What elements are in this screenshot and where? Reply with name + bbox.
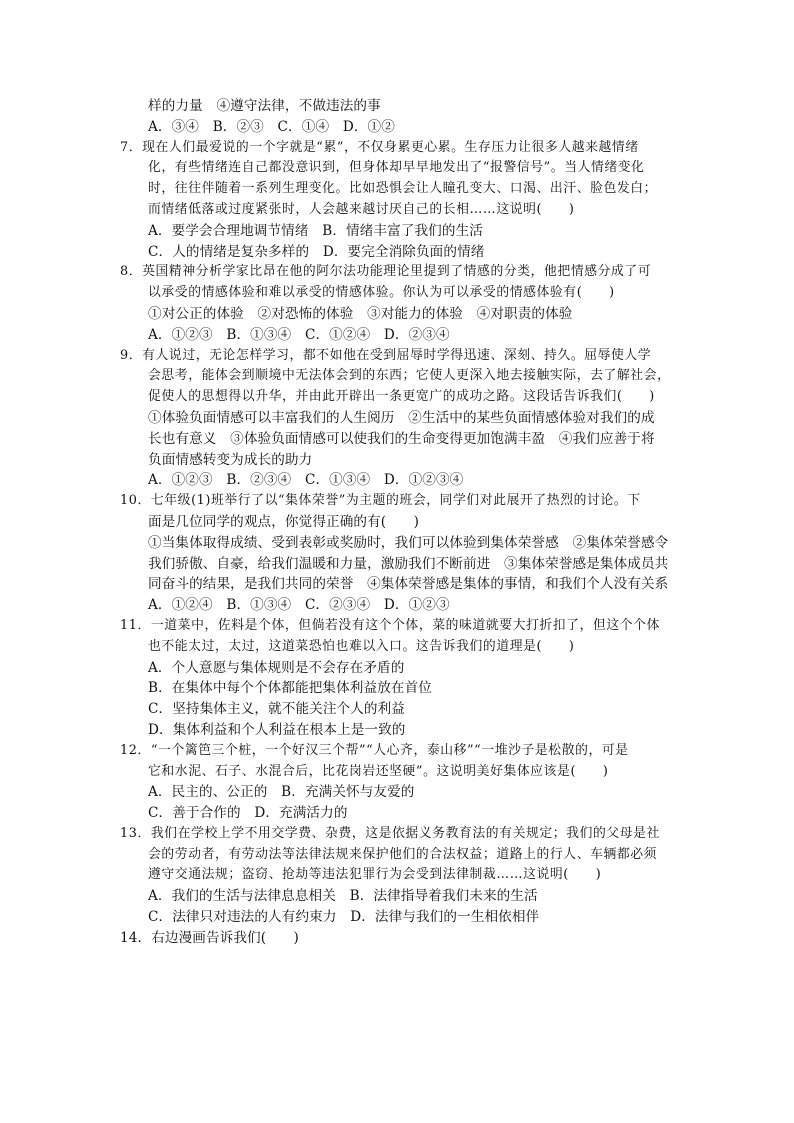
text-line: A．①②③ B．①③④ C．①②④ D．②③④ [148, 326, 450, 343]
text-line: 13．我们在学校上学不用交学费、杂费，这是依据义务教育法的有关规定；我们的父母是社 [120, 825, 660, 841]
text-line: 8．英国精神分析学家比昂在他的阿尔法功能理论里提到了情感的分类，他把情感分成了可 [120, 264, 652, 280]
text-line: 12．“一个篱笆三个桩，一个好汉三个帮”“人心齐，泰山移”“一堆沙子是松散的，可是 [120, 742, 629, 758]
text-line: A．①②③ B．②③④ C．①③④ D．①②③④ [148, 472, 464, 489]
text-line: A．①②④ B．①③④ C．②③④ D．①②③ [148, 597, 450, 614]
text-line: 时，往往伴随着一系列生理变化。比如恐惧会让人瞳孔变大、口渴、出汗、脸色发白； [148, 181, 658, 197]
text-line: A．我们的生活与法律息息相关 B．法律指导着我们未来的生活 [148, 888, 538, 905]
text-line: 会的劳动者，有劳动法等法律法规来保护他们的合法权益；道路上的行人、车辆都必须 [148, 846, 658, 862]
text-line: 化，有些情绪连自己都没意识到，但身体却早早地发出了“报警信号”。当人情绪变化 [148, 160, 645, 176]
text-line: B．在集体中每个个体都能把集体利益放在首位 [148, 680, 432, 697]
text-line: C．坚持集体主义，就不能关注个人的利益 [148, 701, 405, 718]
text-line: 它和水泥、石子、水混合后，比花岗岩还坚硬”。这说明美好集体应该是( ) [148, 763, 609, 779]
text-line: 面是几位同学的观点，你觉得正确的有( ) [148, 513, 419, 530]
text-line: 11．一道菜中，佐料是个体，但倘若没有这个个体，菜的味道就要大打折扣了，但这个个体 [120, 617, 660, 633]
text-line: A．民主的、公正的 B．充满关怀与友爱的 [148, 784, 415, 801]
text-line: 而情绪低落或过度紧张时，人会越来越讨厌自己的长相……这说明( ) [148, 201, 575, 217]
text-line: D．集体利益和个人利益在根本上是一致的 [148, 721, 406, 738]
text-line: A．③④ B．②③ C．①④ D．①② [148, 118, 395, 135]
text-line: C．法律只对违法的人有约束力 D．法律与我们的一生相依相伴 [148, 909, 540, 926]
text-line: ①对公正的体验 ②对恐怖的体验 ③对能力的体验 ④对职责的体验 [148, 305, 573, 322]
text-line: 14．右边漫画告诉我们( ) [120, 929, 299, 946]
text-line: 负面情感转变为成长的助力 [148, 451, 313, 468]
text-line: 样的力量 ④遵守法律，不做违法的事 [148, 98, 381, 114]
text-line: 9．有人说过，无论怎样学习，都不如他在受到屈辱时学得迅速、深刻、持久。屈辱使人学 [120, 347, 652, 363]
text-line: C．人的情绪是复杂多样的 D．要完全消除负面的情绪 [148, 243, 485, 260]
text-line: 我们骄傲、自豪，给我们温暖和力量，激励我们不断前进 ③集体荣誉感是集体成员共 [148, 555, 669, 572]
text-line: 会思考，能体会到顺境中无法体会到的东西；它使人更深入地去接触实际，去了解社会， [148, 368, 671, 384]
text-line: 促使人的思想得以升华，并由此开辟出一条更宽广的成功之路。这段话告诉我们( ) [148, 389, 655, 405]
text-line: 7．现在人们最爱说的一个字就是“累”，不仅身累更心累。生存压力让很多人越来越情绪 [120, 139, 639, 155]
text-line: 长也有意义 ③体验负面情感可以使我们的生命变得更加饱满丰盈 ④我们应善于将 [148, 430, 655, 447]
text-line: 也不能太过，太过，这道菜恐怕也难以入口。这告诉我们的道理是( ) [148, 638, 575, 654]
question-list [120, 96, 680, 949]
text-line: 同奋斗的结果，是我们共同的荣誉 ④集体荣誉感是集体的事情，和我们个人没有关系 [148, 576, 669, 593]
text-line: 以承受的情感体验和难以承受的情感体验。你认为可以承受的情感体验有( ) [148, 285, 615, 301]
text-line: A．个人意愿与集体规则是不会存在矛盾的 [148, 659, 405, 676]
text-line: A．要学会合理地调节情绪 B．情绪丰富了我们的生活 [148, 222, 483, 239]
text-line: ①体验负面情感可以丰富我们的人生阅历 ②生活中的某些负面情感体验对我们的成 [148, 409, 655, 426]
text-line: 10．七年级(1)班举行了以“集体荣誉”为主题的班会，同学们对此展开了热烈的讨论。下 [120, 493, 641, 509]
text-line: C．善于合作的 D．充满活力的 [148, 805, 348, 822]
text-line: ①当集体取得成绩、受到表彰或奖励时，我们可以体验到集体荣誉感 ②集体荣誉感令 [148, 534, 669, 551]
text-line: 遵守交通法规；盗窃、抢劫等违法犯罪行为会受到法律制裁……这说明( ) [148, 867, 602, 883]
